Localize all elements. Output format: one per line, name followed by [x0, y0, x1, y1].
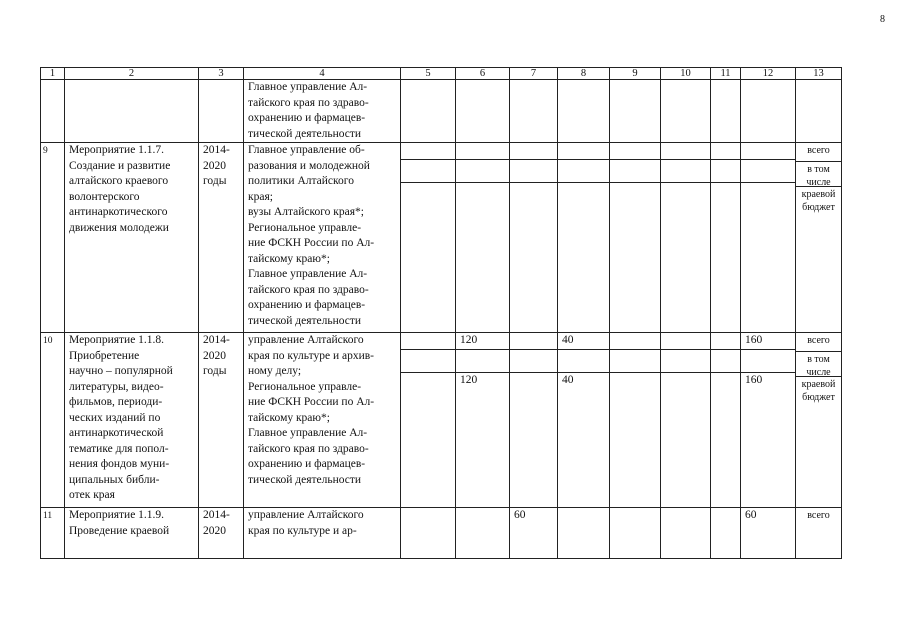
sub-lines: [401, 143, 455, 332]
col-5-cell: [401, 80, 456, 143]
activity-name-line: антинаркотического: [69, 206, 168, 218]
source-label: краевой бюджет: [801, 189, 836, 213]
executors-cell-line: тайского края по здраво-: [248, 96, 369, 109]
page-number: 8: [880, 14, 885, 25]
sub-lines: [711, 143, 740, 332]
executors-cell-line: тической деятельности: [248, 473, 362, 486]
executors-cell-line: Региональное управле-: [248, 221, 362, 234]
period-cell-line: 2020: [203, 349, 226, 362]
sub-lines: [610, 80, 660, 142]
executors-cell-line: края по культуре и архив-: [248, 349, 375, 362]
empty-cell: [661, 183, 710, 326]
amount-value: [558, 183, 609, 326]
amount-value: [510, 183, 557, 326]
empty-cell: [661, 350, 710, 373]
amount-value: [558, 350, 609, 373]
col-10-cell: [661, 508, 711, 559]
col-13-cell: [796, 333, 842, 508]
amount-value: [456, 508, 509, 556]
empty-cell: [661, 373, 710, 501]
sub-lines: [401, 80, 455, 142]
activity-name-line: ческих изданий по: [69, 411, 161, 424]
empty-cell: [401, 373, 455, 501]
executors-cell-line: ние ФСКН России по Ал-: [248, 396, 375, 408]
sub-lines: [401, 508, 455, 558]
amount-value: 60: [514, 509, 526, 521]
sub-lines: [661, 508, 710, 558]
sub-lines: [558, 508, 609, 558]
sub-lines: [661, 333, 710, 507]
col-7-cell: [510, 508, 558, 559]
empty-cell: [711, 333, 740, 350]
activity-name-line: тематике для попол-: [69, 442, 169, 455]
activity-name-line: фильмов, периоди-: [69, 396, 163, 408]
header-col-10: 10: [661, 68, 711, 80]
sub-lines: [711, 508, 740, 558]
sub-lines: [456, 508, 509, 558]
col-13-cell: [796, 143, 842, 333]
header-row: [41, 68, 842, 80]
table-row: [41, 333, 842, 508]
header-col-8: 8: [558, 68, 610, 80]
col-6-cell: [456, 333, 510, 508]
col-11-cell: [711, 333, 741, 508]
header-col-1: 1: [41, 68, 65, 80]
col-5-cell: [401, 333, 456, 508]
col-10-cell: [661, 80, 711, 143]
empty-cell: [610, 373, 660, 501]
empty-cell: [661, 508, 710, 556]
executors-cell-line: Главное управление Ал-: [248, 81, 368, 93]
activity-name: [65, 508, 199, 559]
amount-value: [558, 160, 609, 183]
executors-cell-line: края по культуре и ар-: [248, 524, 357, 537]
period-cell: [199, 80, 244, 143]
budget-table: [40, 67, 842, 559]
activity-name: [65, 143, 199, 333]
col-10-cell: [661, 333, 711, 508]
amount-value: [558, 143, 609, 160]
row-number: [41, 80, 65, 143]
activity-name-line: волонтерского: [69, 190, 140, 203]
amount-value: 160: [745, 374, 763, 386]
col-11-cell: [711, 143, 741, 333]
activity-name-line: Проведение краевой: [69, 524, 170, 537]
row-number: 9: [41, 143, 65, 333]
col-7-cell: [510, 333, 558, 508]
header-col-11: 11: [711, 68, 741, 80]
header-col-13: 13: [796, 68, 842, 80]
sub-lines: [661, 80, 710, 142]
sub-lines: [796, 143, 841, 332]
empty-cell: [401, 143, 455, 160]
empty-cell: [610, 350, 660, 373]
activity-name-line: ципальных библи-: [69, 473, 160, 486]
col-12-cell: [741, 80, 796, 143]
col-8-cell: [558, 143, 610, 333]
sub-lines: [711, 333, 740, 507]
period-cell: [199, 143, 244, 333]
col-11-cell: [711, 508, 741, 559]
sub-lines: [510, 143, 557, 332]
col-8-cell: [558, 80, 610, 143]
activity-name: [65, 333, 199, 508]
amount-value: [456, 160, 509, 183]
row-number: 10: [41, 333, 65, 508]
activity-name-line: Мероприятие 1.1.9.: [69, 509, 165, 521]
executors-cell-line: охранению и фармацев-: [248, 299, 366, 311]
period-cell-line: годы: [203, 365, 227, 377]
sub-lines: [741, 333, 795, 507]
activity-name-line: нения фондов муни-: [69, 458, 170, 470]
amount-value: [510, 373, 557, 501]
activity-name-line: научно – популярной: [69, 365, 173, 377]
period-cell-line: 2020: [203, 159, 226, 172]
col-6-cell: [456, 80, 510, 143]
sub-lines: [456, 80, 509, 142]
sub-lines: [741, 508, 795, 558]
executors-cell-line: тайскому краю*;: [248, 411, 330, 424]
empty-cell: [401, 333, 455, 350]
col-9-cell: [610, 333, 661, 508]
sub-lines: [558, 143, 609, 332]
empty-cell: [610, 143, 660, 160]
sub-lines: [558, 333, 609, 507]
header-col-9: 9: [610, 68, 661, 80]
col-8-cell: [558, 333, 610, 508]
period-cell-line: 2014-: [203, 509, 230, 521]
amount-value: [741, 183, 795, 326]
amount-value: [456, 350, 509, 373]
amount-value: 60: [745, 509, 757, 521]
activity-name-line: Создание и развитие: [69, 159, 171, 172]
col-13-cell: [796, 80, 842, 143]
amount-value: [510, 350, 557, 373]
period-cell-line: 2014-: [203, 334, 230, 346]
period-cell-line: 2020: [203, 524, 226, 537]
activity-name-line: отек края: [69, 489, 115, 501]
empty-cell: [711, 373, 740, 501]
empty-cell: [661, 143, 710, 160]
amount-value: 120: [456, 333, 509, 350]
amount-value: [741, 143, 795, 160]
executors-cell: [244, 333, 401, 508]
executors-cell-line: управление Алтайского: [248, 509, 364, 521]
header-col-2: 2: [65, 68, 199, 80]
period-cell-line: 2014-: [203, 144, 230, 156]
period-cell: [199, 508, 244, 559]
executors-cell-line: Главное управление Ал-: [248, 268, 368, 280]
amount-value: [510, 333, 557, 350]
empty-cell: [661, 333, 710, 350]
empty-cell: [401, 183, 455, 326]
empty-cell: [610, 160, 660, 183]
executors-cell-line: управление Алтайского: [248, 334, 364, 346]
source-label: всего: [796, 333, 841, 352]
empty-cell: [711, 508, 740, 556]
executors-cell-line: тайскому краю*;: [248, 252, 330, 265]
header-col-4: 4: [244, 68, 401, 80]
col-12-cell: [741, 333, 796, 508]
executors-cell-line: края;: [248, 190, 273, 203]
col-9-cell: [610, 143, 661, 333]
table-body: [41, 68, 842, 559]
sub-lines: [741, 80, 795, 142]
table-row: [41, 508, 842, 559]
sub-lines: [510, 333, 557, 507]
col-7-cell: [510, 80, 558, 143]
empty-cell: [711, 183, 740, 326]
activity-name: [65, 80, 199, 143]
executors-cell-line: тайского края по здраво-: [248, 283, 369, 296]
executors-cell-line: ному делу;: [248, 365, 302, 377]
col-9-cell: [610, 508, 661, 559]
executors-cell: [244, 80, 401, 143]
amount-value: [510, 143, 557, 160]
period-cell-line: годы: [203, 175, 227, 187]
sub-lines: [510, 80, 557, 142]
col-12-cell: [741, 143, 796, 333]
executors-cell-line: Региональное управле-: [248, 380, 362, 393]
row-number: 11: [41, 508, 65, 559]
activity-name-line: Мероприятие 1.1.8.: [69, 334, 165, 346]
amount-value: 40: [562, 374, 574, 386]
amount-value: 120: [460, 374, 478, 386]
empty-cell: [401, 160, 455, 183]
header-col-12: 12: [741, 68, 796, 80]
empty-cell: [661, 160, 710, 183]
col-9-cell: [610, 80, 661, 143]
sub-lines: [558, 80, 609, 142]
executors-cell-line: охранению и фармацев-: [248, 112, 366, 124]
header-col-3: 3: [199, 68, 244, 80]
source-label: краевой бюджет: [801, 379, 836, 403]
executors-cell-line: охранению и фармацев-: [248, 458, 366, 470]
activity-name-line: алтайского краевого: [69, 175, 169, 187]
col-7-cell: [510, 143, 558, 333]
sub-lines: [796, 80, 841, 142]
source-label: всего: [796, 143, 841, 162]
sub-lines: [610, 333, 660, 507]
executors-cell-line: вузы Алтайского края*;: [248, 206, 364, 218]
col-6-cell: [456, 508, 510, 559]
empty-cell: [610, 508, 660, 556]
sub-lines: [401, 333, 455, 507]
sub-lines: [610, 143, 660, 332]
source-label: всего: [807, 510, 830, 521]
empty-cell: [610, 333, 660, 350]
header-col-5: 5: [401, 68, 456, 80]
empty-cell: [401, 508, 455, 556]
empty-cell: [401, 350, 455, 373]
col-6-cell: [456, 143, 510, 333]
sub-lines: [610, 508, 660, 558]
header-col-7: 7: [510, 68, 558, 80]
amount-value: [456, 183, 509, 326]
source-label: в том числе: [796, 352, 841, 377]
sub-lines: [456, 143, 509, 332]
executors-cell-line: тической деятельности: [248, 314, 362, 327]
col-12-cell: [741, 508, 796, 559]
empty-cell: [711, 160, 740, 183]
executors-cell: [244, 508, 401, 559]
activity-name-line: Мероприятие 1.1.7.: [69, 144, 165, 156]
executors-cell-line: тайского края по здраво-: [248, 442, 369, 455]
amount-value: [558, 508, 609, 556]
sub-lines: [510, 508, 557, 558]
activity-name-line: Приобретение: [69, 349, 140, 362]
amount-value: [741, 160, 795, 183]
col-13-cell: [796, 508, 842, 559]
executors-cell-line: разования и молодежной: [248, 159, 370, 172]
col-8-cell: [558, 508, 610, 559]
activity-name-line: движения молодежи: [69, 221, 169, 234]
sub-lines: [711, 80, 740, 142]
amount-value: [510, 160, 557, 183]
executors-cell-line: Главное управление Ал-: [248, 427, 368, 439]
table-row: [41, 143, 842, 333]
sub-lines: [456, 333, 509, 507]
table-row: [41, 80, 842, 143]
amount-value: [741, 350, 795, 373]
header-col-6: 6: [456, 68, 510, 80]
col-10-cell: [661, 143, 711, 333]
executors-cell-line: тической деятельности: [248, 127, 362, 140]
source-label: в том числе: [796, 162, 841, 187]
activity-name-line: литературы, видео-: [69, 380, 164, 393]
col-5-cell: [401, 143, 456, 333]
empty-cell: [711, 350, 740, 373]
sub-lines: [661, 143, 710, 332]
col-11-cell: [711, 80, 741, 143]
executors-cell-line: ние ФСКН России по Ал-: [248, 237, 375, 249]
empty-cell: [610, 183, 660, 326]
period-cell: [199, 333, 244, 508]
amount-value: 40: [558, 333, 609, 350]
executors-cell: [244, 143, 401, 333]
executors-cell-line: Главное управление об-: [248, 144, 365, 156]
executors-cell-line: политики Алтайского: [248, 175, 354, 187]
empty-cell: [711, 143, 740, 160]
col-5-cell: [401, 508, 456, 559]
sub-lines: [796, 508, 841, 558]
sub-lines: [796, 333, 841, 507]
amount-value: 160: [741, 333, 795, 350]
activity-name-line: антинаркотической: [69, 427, 164, 439]
amount-value: [456, 143, 509, 160]
sub-lines: [741, 143, 795, 332]
